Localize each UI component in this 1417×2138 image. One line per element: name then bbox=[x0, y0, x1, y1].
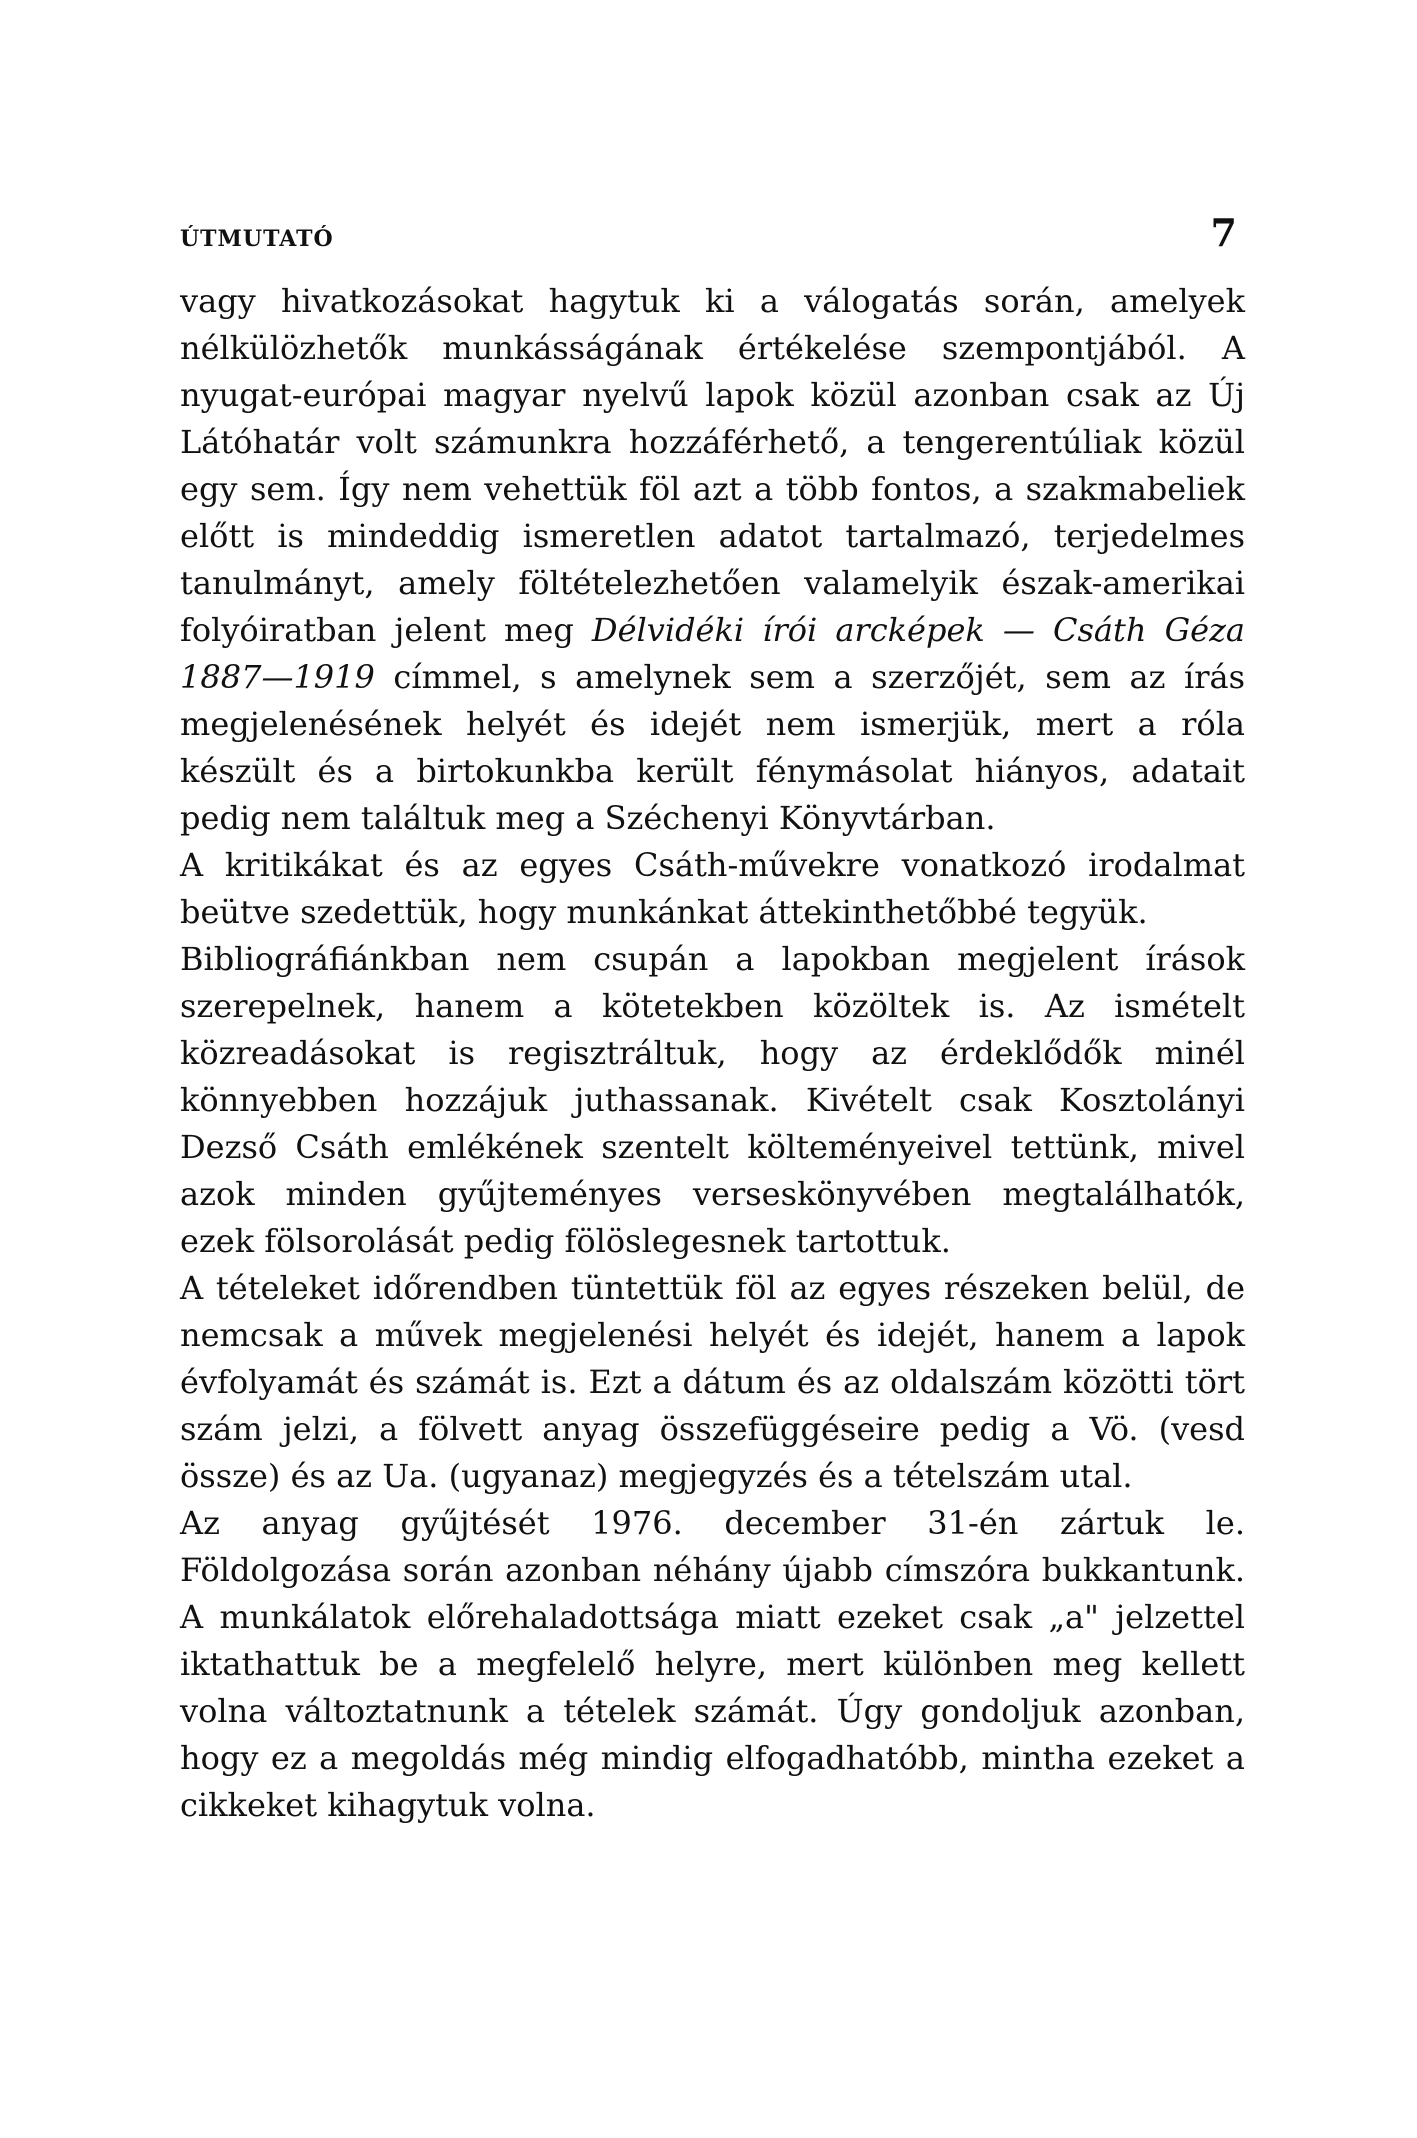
page-number: 7 bbox=[1210, 210, 1237, 255]
paragraph-3: Bibliográfiánkban nem csupán a lapokban megjelent írások szerepelnek, hanem a kötetekben közöltek is. Az ismételt közreadásokat is regisztráltuk, hogy az érdeklődők minél könnyebben hozzájuk juthassanak. Kivételt csak Kosztolányi Dezső Csáth emlékének szentelt költeményeivel tettünk, mivel azok minden gyűjteményes verseskönyvében megtalálhatók, ezek fölsorolását pedig fölöslegesnek tartottuk. bbox=[180, 940, 1245, 1260]
paragraph-4: A tételeket időrendben tüntettük föl az egyes részeken belül, de nemcsak a művek megjelenési helyét és idejét, hanem a lapok évfolyamát és számát is. Ezt a dátum és az oldalszám közötti tört szám jelzi, a fölvett anyag összefüggéseire pedig a Vö. (vesd össze) és az Ua. (ugyanaz) megjegyzés és a tételszám utal. bbox=[180, 1269, 1245, 1495]
paragraph-2: A kritikákat és az egyes Csáth-művekre vonatkozó irodalmat beütve szedettük, hogy munkánkat áttekinthetőbbé tegyük. bbox=[180, 846, 1245, 931]
book-page bbox=[180, 210, 1245, 1829]
paragraph-1-text-a: vagy hivatkozásokat hagytuk ki a válogatás során, amelyek nélkülözhetők munkásságának értékelése szempontjából. A nyugat-európai magyar nyelvű lapok közül azonban csak az Új Látóhatár volt számunkra hozzáférhető, a tengerentúliak közül egy sem. Így nem vehettük föl azt a több fontos, a szakmabeliek előtt is mindeddig ismeretlen adatot tartalmazó, terjedelmes tanulmányt, amely föltételezhetően valamelyik észak-amerikai folyóiratban jelent meg bbox=[180, 282, 1245, 649]
paragraph-1-italic-title: Délvidéki írói arcképek — Csáth Géza 1887—1919 bbox=[180, 611, 1246, 696]
paragraph-1 bbox=[180, 278, 1245, 842]
running-title: ÚTMUTATÓ bbox=[180, 226, 334, 252]
body-text bbox=[180, 278, 1245, 1829]
paragraph-1-text-b: címmel, s amelynek sem a szerzőjét, sem az írás megjelenésének helyét és idejét nem ismerjük, mert a róla készült és a birtokunkba került fénymásolat hiányos, adatait pedig nem találtuk meg a Széchenyi Könyvtárban. bbox=[180, 658, 1245, 837]
paragraph-5: Az anyag gyűjtését 1976. december 31-én zártuk le. Földolgozása során azonban néhány újabb címszóra bukkantunk. A munkálatok előrehaladottsága miatt ezeket csak „a" jelzettel iktathattuk be a megfelelő helyre, mert különben meg kellett volna változtatnunk a tételek számát. Úgy gondoljuk azonban, hogy ez a megoldás még mindig elfogadhatóbb, mintha ezeket a cikkeket kihagytuk volna. bbox=[180, 1504, 1245, 1824]
running-head bbox=[180, 210, 1245, 270]
